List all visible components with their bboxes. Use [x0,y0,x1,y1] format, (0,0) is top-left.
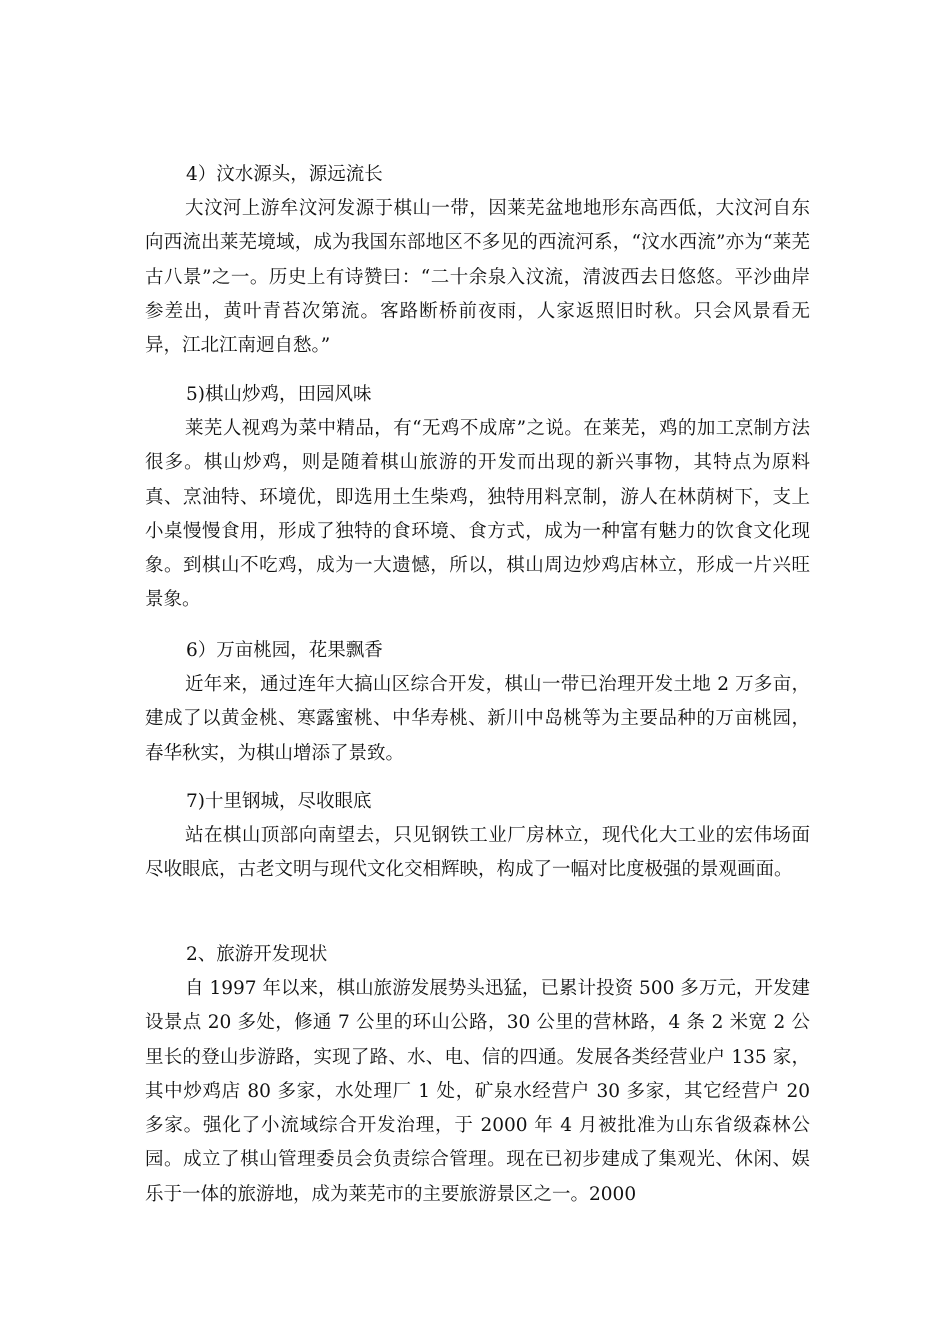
section-paragraph-development: 自 1997 年以来，棋山旅游发展势头迅猛，已累计投资 500 多万元，开发建设景点 20 多处，修通 7 公里的环山公路，30 公里的营林路，4 条 2 米宽 2 公里长的登山步游路，实现了路、水、电、信的四通。发展各类经营业户 135 家，其中炒鸡店 80 多家，水处理厂 1 处，矿泉水经营户 30 多家，其它经营户 20 多家。强化了小流域综合开发治理，于 2000 年 4 月被批准为山东省级森林公园。成立了棋山管理委员会负责综合管理。现在已初步建成了集观光、休闲、娱乐于一体的旅游地，成为莱芜市的主要旅游景区之一。2000 [145,978,810,1205]
section-heading-4: 4）汶水源头，源远流长 [186,164,383,185]
section-paragraph-4: 大汶河上游牟汶河发源于棋山一带，因莱芜盆地地形东高西低，大汶河自东向西流出莱芜境域，成为我国东部地区不多见的西流河系，“汶水西流”亦为“莱芜古八景”之一。历史上有诗赞曰：“二十余泉入汶流，清波西去日悠悠。平沙曲岸参差出，黄叶青苔次第流。客路断桥前夜雨，人家返照旧时秋。只会风景看无异，江北江南迥自愁。” [145,198,810,357]
section-paragraph-5: 莱芜人视鸡为菜中精品，有“无鸡不成席”之说。在莱芜，鸡的加工烹制方法很多。棋山炒鸡，则是随着棋山旅游的开发而出现的新兴事物，其特点为原料真、烹油特、环境优，即选用土生柴鸡，独特用料烹制，游人在林荫树下，支上小桌慢慢食用，形成了独特的食环境、食方式，成为一种富有魅力的饮食文化现象。到棋山不吃鸡，成为一大遗憾，所以，棋山周边炒鸡店林立，形成一片兴旺景象。 [145,418,810,611]
section-heading-7: 7)十里钢城，尽收眼底 [186,791,372,812]
section-heading-development: 2、旅游开发现状 [186,944,328,965]
section-paragraph-7: 站在棋山顶部向南望去，只见钢铁工业厂房林立，现代化大工业的宏伟场面尽收眼底，古老文明与现代文化交相辉映，构成了一幅对比度极强的景观画面。 [145,825,810,881]
section-paragraph-6: 近年来，通过连年大搞山区综合开发，棋山一带已治理开发土地 2 万多亩，建成了以黄金桃、寒露蜜桃、中华寿桃、新川中岛桃等为主要品种的万亩桃园，春华秋实，为棋山增添了景致。 [145,674,810,764]
section-heading-6: 6）万亩桃园，花果飘香 [186,640,383,661]
section-heading-5: 5)棋山炒鸡，田园风味 [186,384,372,405]
